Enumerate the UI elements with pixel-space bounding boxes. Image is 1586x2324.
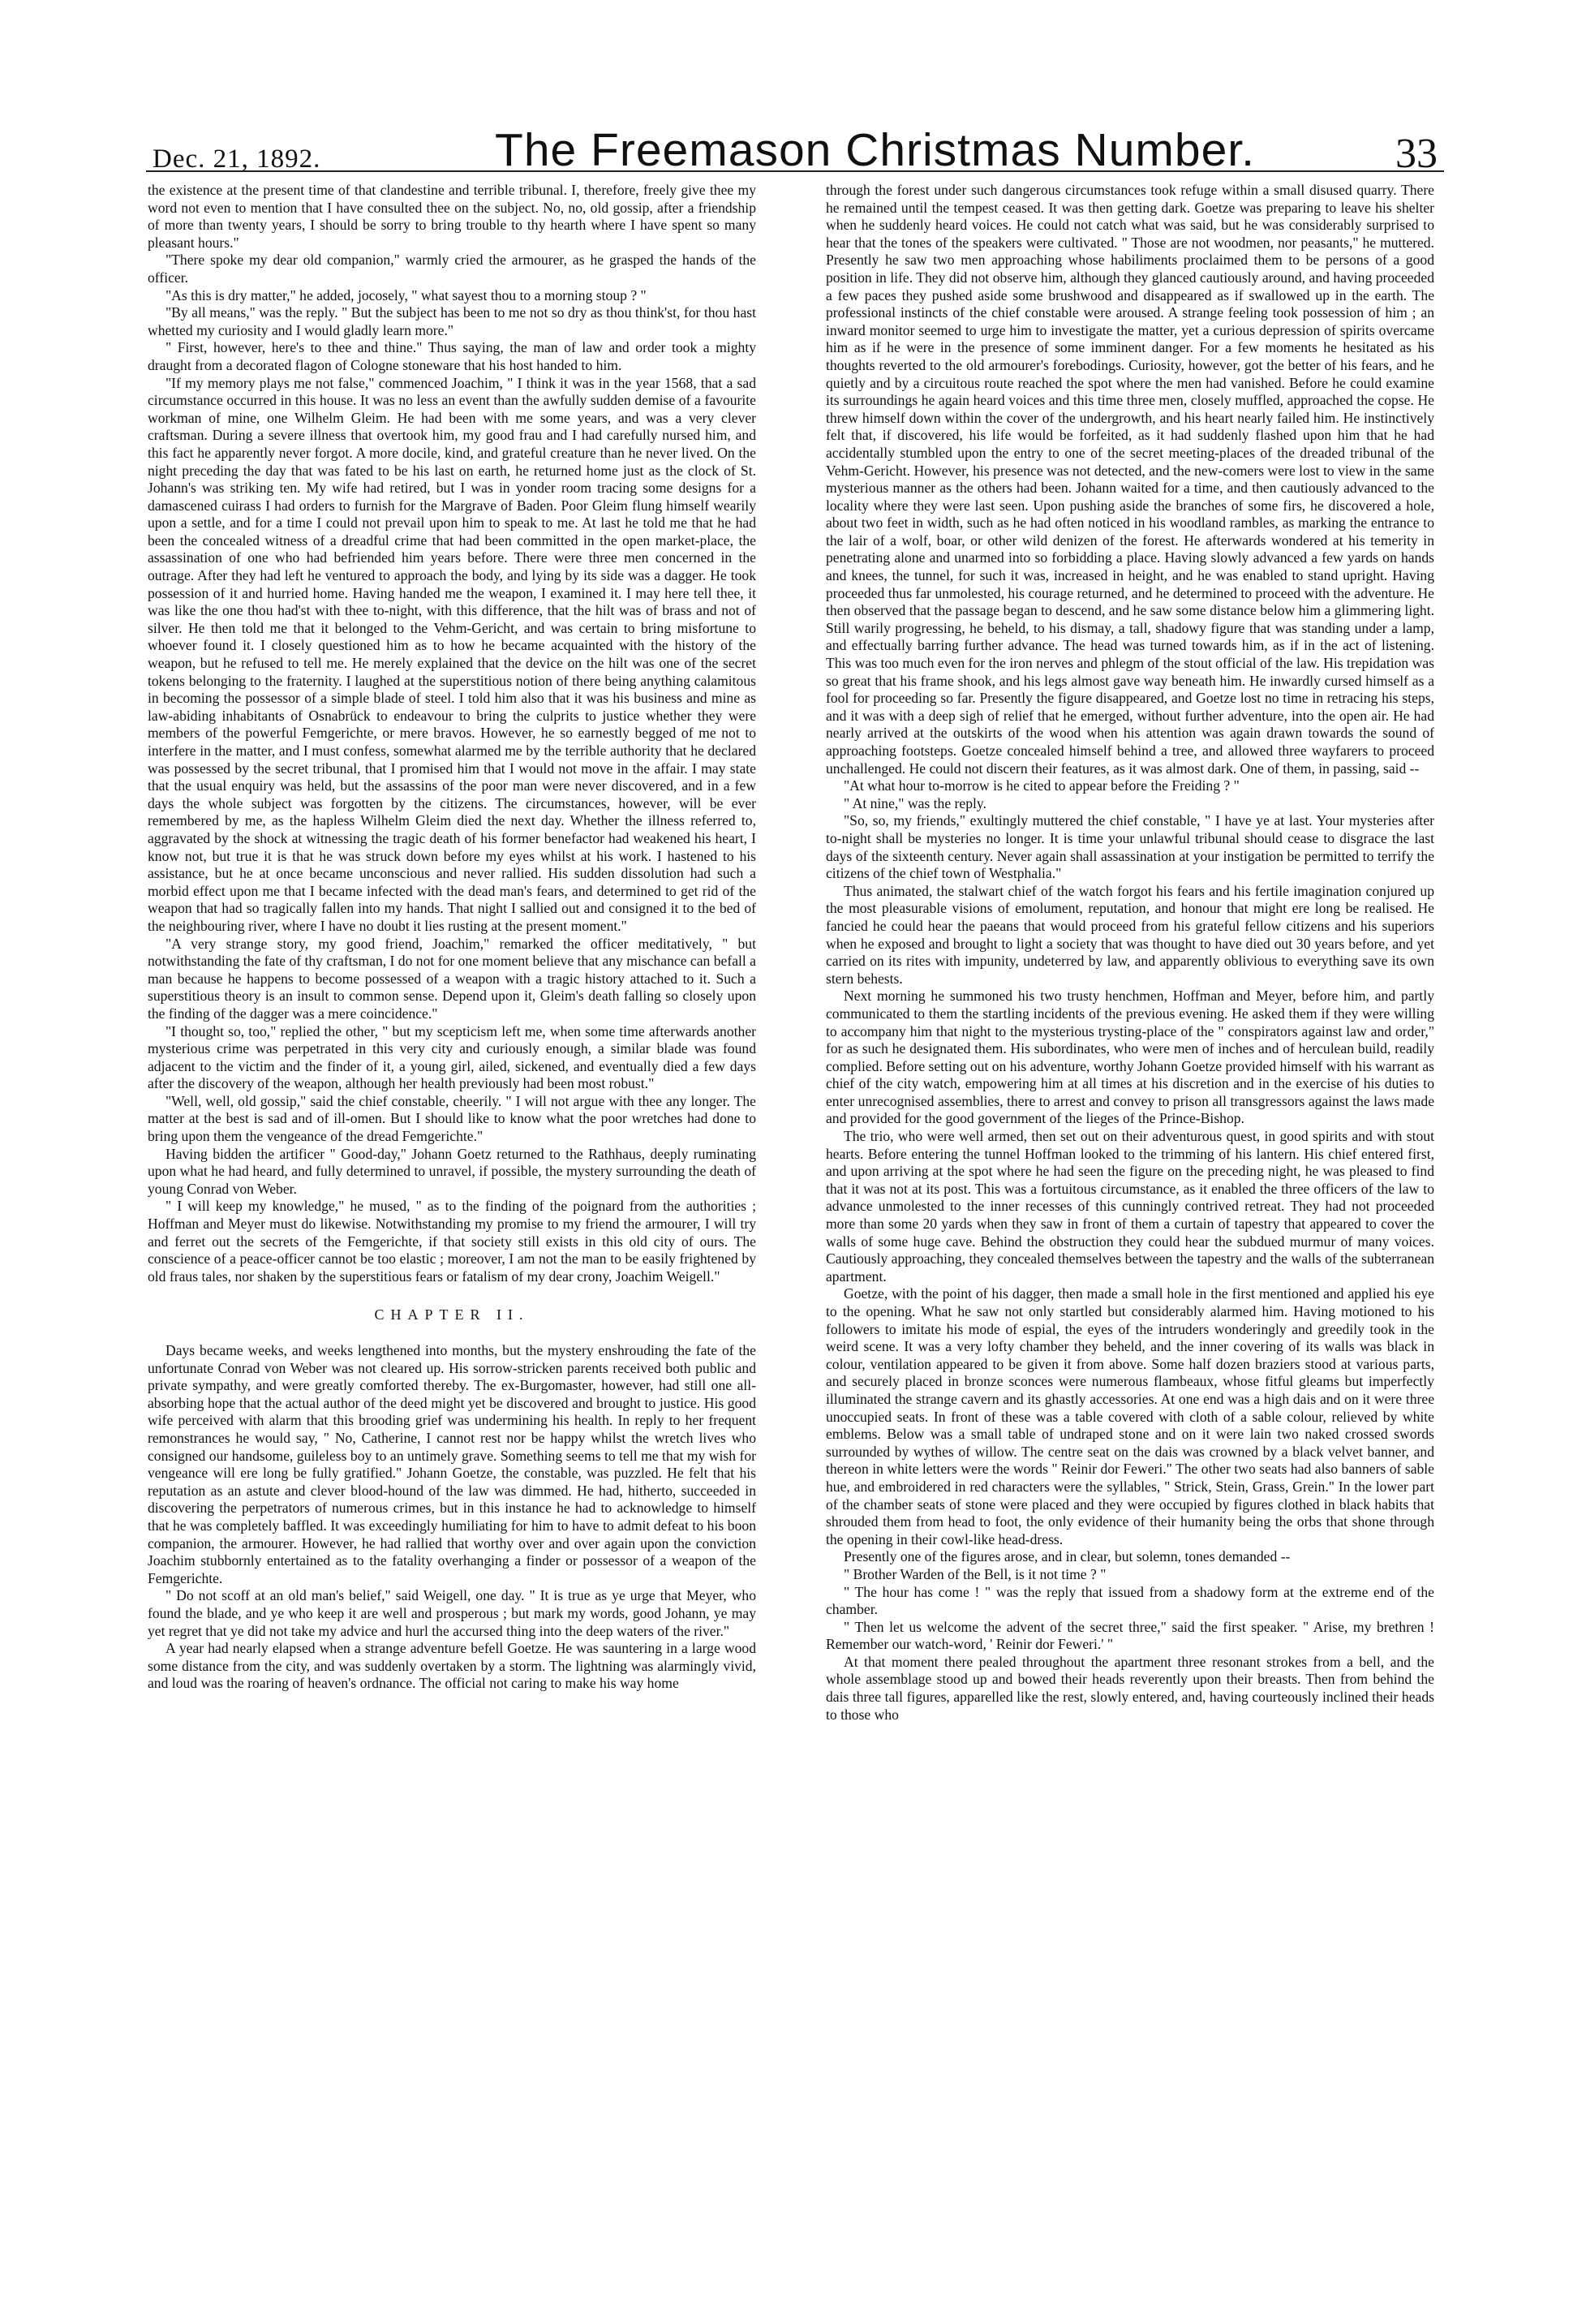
paragraph: "By all means," was the reply. " But the subject has been to me not so dry as thou think'st, for thou hast whetted my curiosity and I would gladly learn more." — [148, 304, 756, 338]
paragraph: " Then let us welcome the advent of the secret three," said the first speaker. " Arise, my brethren ! Remember our watch-word, ' Reinir dor Feweri.' " — [826, 1618, 1434, 1653]
paragraph: "So, so, my friends," exultingly muttered the chief constable, " I have ye at last. Your mysteries after to-night shall be mysteries no longer. It is time your unlawful tribunal should cease to disgrace the last days of the sixteenth century. Never again shall assassination at your instigation be permitted to terrify the citizens of the chief town of Westphalia." — [826, 812, 1434, 882]
paragraph: "If my memory plays me not false," commenced Joachim, " I think it was in the year 1568, that a sad circumstance occurred in this house. It was no less an event than the awfully sudden demise of a favourite workman of mine, one Wilhelm Gleim. He had been with me some years, and was a very clever craftsman. During a severe illness that overtook him, my good frau and I had carefully nursed him, and this fact he apparently never forgot. A more docile, kind, and grateful creature than he never lived. On the night preceding the day that was fated to be his last on earth, he returned home just as the clock of St. Johann's was striking ten. My wife had retired, but I was in yonder room tracing some designs for a damascened cuirass I had orders to furnish for the Margrave of Baden. Poor Gleim flung himself wearily upon a settle, and for a time I could not prevail upon him to speak to me. At last he told me that he had been the concealed witness of a dreadful crime that had been committed in the open market-place, the assassination of one who had befriended him years before. There were three men concerned in the outrage. After they had left he ventured to approach the body, and lying by its side was a dagger. He took possession of it and hurried home. Having handed me the weapon, I examined it. I may here tell thee, it was like the one thou had'st with thee to-night, with this difference, that the hilt was of brass and not of silver. He then told me that it belonged to the Vehm-Gericht, and was certain to bring misfortune to whoever found it. I closely questioned him as to how he became acquainted with the history of the weapon, but he refused to tell me. He merely explained that the device on the hilt was one of the secret tokens belonging to the fraternity. I laughed at the superstitious notion of there being anything calamitous in becoming the possessor of a simple blade of steel. I told him also that it was his business and mine as law-abiding inhabitants of Osnabrück to endeavour to bring the culprits to justice whether they were members of the powerful Femgerichte, or mere bravos. However, he so earnestly begged of me not to interfere in the matter, and I must confess, somewhat alarmed me by the terrible authority that he declared was possessed by the secret tribunal, that I promised him that I would not move in the affair. I may state that the usual enquiry was held, but the assassins of the poor man were never discovered, and in a few days the whole subject was forgotten by the citizens. The circumstances, however, will be ever remembered by me, as the hapless Wilhelm Gleim died the next day. Whether the illness referred to, aggravated by the shock at witnessing the tragic death of his former benefactor had weakened his heart, I know not, but true it is that he was struck down before my eyes whilst at his work. I hastened to his assistance, but he at once became unconscious and never rallied. His sudden dissolution had such a morbid effect upon me that I became infected with the dead man's fears, and determined to get rid of the weapon that had so tragically fallen into my hands. That night I sallied out and consigned it to the bed of the neighbouring river, where I have no doubt it lies rusting at the present moment." — [148, 374, 756, 934]
paragraph: The trio, who were well armed, then set out on their adventurous quest, in good spirits and with stout hearts. Before entering the tunnel Hoffman looked to the trimming of his lantern. His chief entered first, and upon arriving at the spot where he had seen the figure on the preceding night, he was pleased to find that it was not at its post. This was a fortuitous circumstance, as it enabled the three officers of the law to advance unmolested to the inner recesses of this cunningly contrived retreat. They had not proceeded more than some 20 yards when they saw in front of them a curtain of tapestry that appeared to cover the walls of some huge cave. Behind the obstruction they could hear the subdued murmur of many voices. Cautiously approaching, they concealed themselves between the tapestry and the walls of the subterranean apartment. — [826, 1128, 1434, 1285]
page-number: 33 — [1395, 131, 1438, 177]
left-column — [148, 182, 756, 2292]
paragraph: " First, however, here's to thee and thine." Thus saying, the man of law and order took a mighty draught from a decorated flagon of Cologne stoneware that his host handed to him. — [148, 339, 756, 373]
chapter-heading: CHAPTER II. — [374, 1306, 530, 1323]
paragraph: " I will keep my knowledge," he mused, " as to the finding of the poignard from the authorities ; Hoffman and Meyer must do likewise. Notwithstanding my promise to my friend the armourer, I will try and ferret out the secrets of the Femgerichte, if that society still exists in this old city of ours. The conscience of a peace-officer cannot be too elastic ; moreover, I am not the man to be easily frightened by old fraus tales, nor shaken by the superstitious fears or fatalism of my dear crony, Joachim Weigell." — [148, 1198, 756, 1285]
paragraph: At that moment there pealed throughout the apartment three resonant strokes from a bell, and the whole assemblage stood up and bowed their heads reverently upon their breasts. Then from behind the dais three tall figures, apparelled like the rest, slowly entered, and, having courteously inclined their heads to those who — [826, 1653, 1434, 1723]
paragraph: "At what hour to-morrow is he cited to appear before the Freiding ? " — [844, 777, 1240, 794]
page-header — [146, 120, 1444, 177]
publication-title: The Freemason Christmas Number. — [495, 124, 1255, 176]
paragraph: Next morning he summoned his two trusty henchmen, Hoffman and Meyer, before him, and partly communicated to them the startling incidents of the previous evening. He asked them if they were willing to accompany him that night to the mysterious trysting-place of the " conspirators against law and order," for as such he designated them. His subordinates, who were men of inches and of herculean build, readily complied. Before setting out on his adventure, worthy Johann Goetze provided himself with his warrant as chief of the city watch, empowering him at all times at his discretion and in the exercise of his duties to enter unrecognised assemblies, there to arrest and convey to prison all transgressors against the laws made and provided for the good government of the lieges of the Prince-Bishop. — [826, 988, 1434, 1127]
paragraph: " Do not scoff at an old man's belief," said Weigell, one day. " It is true as ye urge that Meyer, who found the blade, and ye who keep it are well and prosperous ; but mark my words, good Johann, ye may yet regret that ye did not take my advice and hurl the accursed thing into the deep waters of the river." — [148, 1587, 756, 1639]
paragraph: " The hour has come ! " was the reply that issued from a shadowy form at the extreme end of the chamber. — [826, 1583, 1434, 1618]
paragraph: the existence at the present time of that clandestine and terrible tribunal. I, therefore, freely give thee my word not even to mention that I have consulted thee on the subject. No, no, old gossip, after a friendship of more than twenty years, I should be sorry to bring trouble to thy hearth where I have spent so many pleasant hours." — [148, 182, 756, 251]
paragraph: " At nine," was the reply. — [844, 794, 986, 811]
paragraph: Days became weeks, and weeks lengthened into months, but the mystery enshrouding the fate of the unfortunate Conrad von Weber was not cleared up. His sorrow-stricken parents received both public and private sympathy, and were greatly comforted thereby. The ex-Burgomaster, however, had still one all-absorbing hope that the actual author of the deed might yet be discovered and brought to justice. His good wife perceived with alarm that this brooding grief was undermining his health. In reply to her frequent remonstrances he would say, " No, Catherine, I cannot rest nor be happy whilst the wretch lives who consigned our handsome, guileless boy to an untimely grave. Something seems to tell me that my wish for vengeance will ere long be fully gratified." Johann Goetze, the constable, was puzzled. He felt that his reputation as an astute and clever blood-hound of the law was dimmed. He had, hitherto, succeeded in discovering the perpetrators of numerous crimes, but in this instance he had to acknowledge to himself that he was completely baffled. It was exceedingly humiliating for him to have to admit defeat to his boon companion, the armourer. However, he had rallied that worthy over and over again upon the conviction Joachim stubbornly entertained as to the fatality overhanging a finder or possessor of a weapon of the Femgerichte. — [148, 1342, 756, 1586]
paragraph: A year had nearly elapsed when a strange adventure befell Goetze. He was sauntering in a large wood some distance from the city, and was suddenly overtaken by a storm. The lightning was alarmingly vivid, and loud was the roaring of heaven's ordnance. The official not caring to make his way home — [148, 1640, 756, 1692]
paragraph: "I thought so, too," replied the other, " but my scepticism left me, when some time afterwards another mysterious crime was perpetrated in this very city and curiously enough, a similar blade was found adjacent to the victim and the finder of it, a young girl, ailed, sickened, and eventually died a few days after the discovery of the weapon, although her health previously had been most robust." — [148, 1022, 756, 1092]
paragraph: through the forest under such dangerous circumstances took refuge within a small disused quarry. There he remained until the tempest ceased. It was then getting dark. Goetze was preparing to leave his shelter when he suddenly heard voices. He could not catch what was said, but he was considerably surprised to hear that the tones of the speakers were cultivated. " Those are not woodmen, nor peasants," he muttered. Presently he saw two men approaching whose habiliments proclaimed them to be persons of a good position in life. They did not observe him, although they glanced cautiously around, and having proceeded a few paces they pushed aside some brushwood and disappeared as if swallowed up in the earth. The professional instincts of the chief constable were aroused. A strange feeling took possession of him ; an inward monitor seemed to urge him to investigate the matter, yet a curious depression of spirits overcame him as if he were in the presence of some imminent danger. For a few moments he hesitated as his thoughts reverted to the old armourer's forebodings. Curiosity, however, got the better of his fears, and he quietly and by a circuitous route reached the spot where the men had vanished. Before he could examine its surroundings he again heard voices and this time three men, closely muffled, approached the copse. He threw himself down within the cover of the undergrowth, and his heart nearly failed him. He instinctively felt that, if discovered, his life would be forfeited, as it had suddenly flashed upon him that he had accidentally stumbled upon the entry to one of the secret meeting-places of the dreaded tribunal of the Vehm-Gericht. However, his presence was not detected, and the new-comers were lost to view in the same mysterious manner as the others had been. Johann waited for a time, and then cautiously advanced to the locality where they were last seen. Upon pushing aside the branches of some firs, he discovered a hole, about two feet in width, such as he had often noticed in his woodland rambles, as marking the entrance to the lair of a wolf, boar, or other wild denizen of the forest. He afterwards wondered at his temerity in penetrating alone and unarmed into so forbidding a place. Having slowly advanced a few yards on hands and knees, the tunnel, for such it was, increased in height, and he was enabled to stand upright. Having proceeded thus far unmolested, his courage returned, and he determined to proceed with the adventure. He then observed that the passage began to descend, and he saw some distance below him a glimmering light. Still warily progressing, he beheld, to his dismay, a tall, shadowy figure that was standing under a lamp, and effectually barring further advance. The head was turned towards him, as if in the act of listening. This was too much even for the iron nerves and phlegm of the stout official of the law. His trepidation was so great that his frame shook, and his legs almost gave way beneath him. He inwardly cursed himself as a fool for proceeding so far. Presently the figure disappeared, and Goetze lost no time in retracing his steps, and it was with a deep sigh of relief that he emerged, without further adventure, into the open air. He had nearly arrived at the outskirts of the wood when his attention was again drawn towards the sound of approaching footsteps. Goetze concealed himself behind a tree, and allowed three wayfarers to proceed unchallenged. He could not discern their features, as it was almost dark. One of them, in passing, said -- — [826, 182, 1434, 777]
issue-date: Dec. 21, 1892. — [153, 144, 321, 174]
paragraph: Goetze, with the point of his dagger, then made a small hole in the first mentioned and applied his eye to the opening. What he saw not only startled but considerably alarmed him. Having motioned to his followers to imitate his mode of espial, the eyes of the intruders wonderingly and greedily took in the weird scene. It was a very lofty chamber they beheld, and the inner covering of its walls was black in colour, ventilation appeared to be given it from above. Some half dozen braziers stood at various parts, and securely placed in bronze sconces were numerous flambeaux, whose fitful gleams but imperfectly illuminated the strange cavern and its ghastly accessories. At one end was a high dais and on it were three unoccupied seats. In front of these was a table covered with cloth of a sable colour, relieved by white emblems. Below was a small table of undraped stone and on it were lain two naked crossed swords surrounded by wythes of willow. The centre seat on the dais was crowned by a black velvet banner, and thereon in white letters were the words " Reinir dor Feweri." The other two seats had also banners of sable hue, and embroidered in red characters were the syllables, " Strick, Stein, Grass, Grein." In the lower part of the chamber seats of stone were placed and they were occupied by figures clothed in black habits that shrouded them from head to foot, the only evidence of their humanity being the orbs that shone through the opening in their cowl-like head-dress. — [826, 1285, 1434, 1547]
right-column — [826, 182, 1434, 2292]
paragraph: "A very strange story, my good friend, Joachim," remarked the officer meditatively, " but notwithstanding the fate of thy craftsman, I do not for one moment believe that any mischance can befall a man because he happens to become possessed of a weapon with a tragic history attached to it. Such a superstitious theory is an insult to common sense. Depend upon it, Gleim's death falling so closely upon the finding of the dagger was a mere coincidence." — [148, 935, 756, 1022]
paragraph: Having bidden the artificer " Good-day," Johann Goetz returned to the Rathhaus, deeply ruminating upon what he had heard, and fully determined to unravel, if possible, the mystery surrounding the death of young Conrad von Weber. — [148, 1145, 756, 1197]
paragraph: "Well, well, old gossip," said the chief constable, cheerily. " I will not argue with thee any longer. The matter at the best is sad and of ill-omen. But I should like to know what the poor wretches had done to bring upon them the vengeance of the dread Femgerichte." — [148, 1092, 756, 1145]
paragraph: Thus animated, the stalwart chief of the watch forgot his fears and his fertile imagination conjured up the most pleasurable visions of emolument, reputation, and honour that might ere long be realised. He fancied he could hear the paeans that would proceed from his grateful fellow citizens and his superiors when he exposed and brought to light a society that was thought to have died out 30 years before, and yet carried on its rites with impunity, undeterred by law, and apparently oblivious to everything save its own stern behests. — [826, 882, 1434, 987]
paragraph: " Brother Warden of the Bell, is it not time ? " — [844, 1565, 1107, 1582]
paragraph: "There spoke my dear old companion," warmly cried the armourer, as he grasped the hands of the officer. — [148, 252, 756, 286]
header-rule — [146, 170, 1444, 172]
paragraph: "As this is dry matter," he added, jocosely, " what sayest thou to a morning stoup ? " — [165, 286, 647, 303]
paragraph: Presently one of the figures arose, and in clear, but solemn, tones demanded -- — [844, 1548, 1291, 1565]
